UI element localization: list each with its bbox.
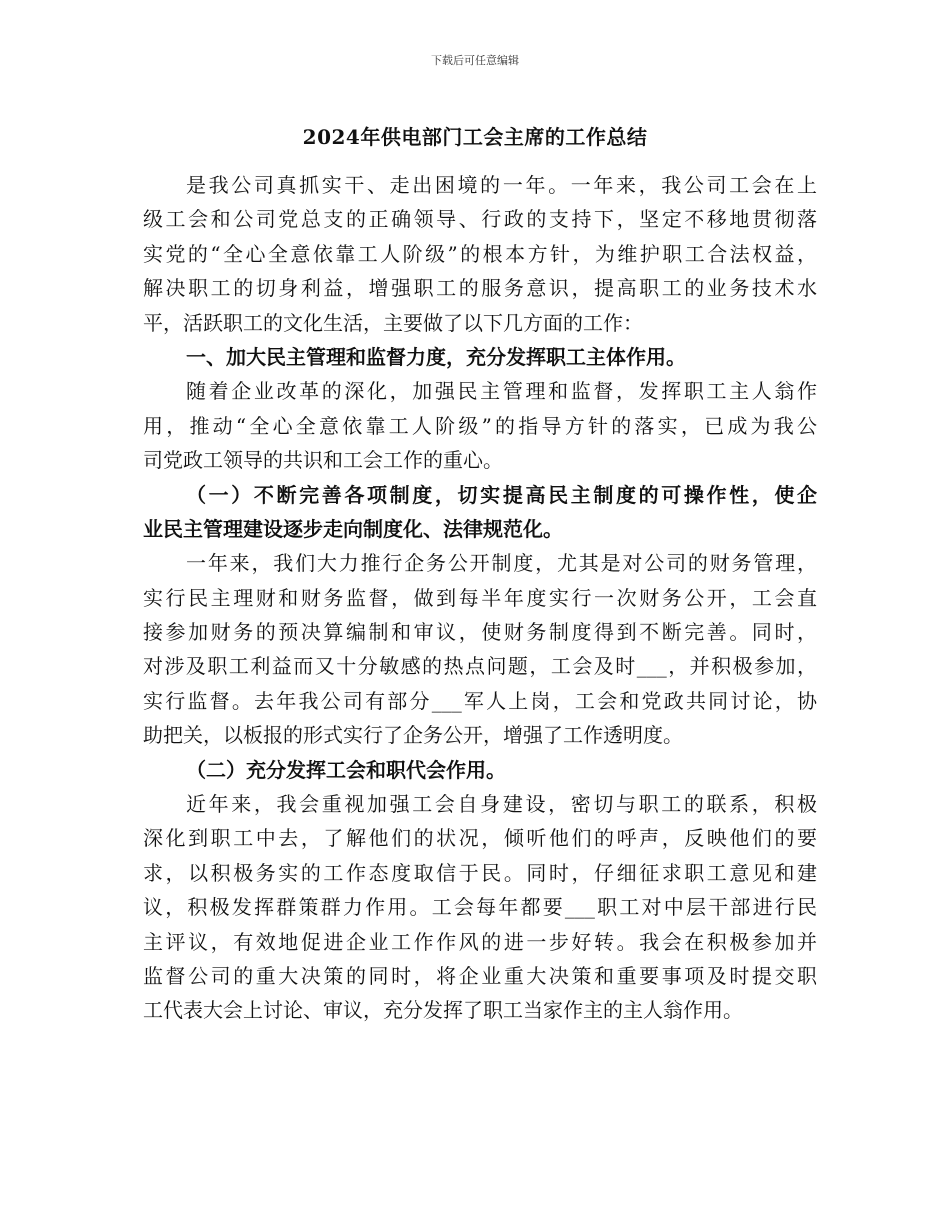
- section-heading: 一、加大民主管理和监督力度，充分发挥职工主体作用。: [186, 344, 686, 369]
- intro-line: 平，活跃职工的文化生活，主要做了以下几方面的工作：: [143, 310, 643, 335]
- paragraph-line: 实行民主理财和财务监督，做到每半年度实行一次财务公开，工会直: [143, 585, 817, 610]
- subsection-heading: （二）充分发挥工会和职代会作用。: [186, 757, 506, 782]
- header-note: 下载后可任意编辑: [431, 54, 519, 67]
- subsection-heading: （一）不断完善各项制度，切实提高民主制度的可操作性，使企: [186, 482, 817, 507]
- paragraph-line: 议，积极发挥群策群力作用。工会每年都要___职工对中层干部进行民: [143, 895, 817, 920]
- intro-line: 级工会和公司党总支的正确领导、行政的支持下，坚定不移地贯彻落: [143, 207, 817, 232]
- paragraph-line: 接参加财务的预决算编制和审议，使财务制度得到不断完善。同时，: [143, 620, 817, 645]
- intro-line: 是我公司真抓实干、走出困境的一年。一年来，我公司工会在上: [186, 173, 817, 197]
- paragraph-line: 监督公司的重大决策的同时，将企业重大决策和重要事项及时提交职: [143, 963, 817, 988]
- paragraph-line: 用，推动“全心全意依靠工人阶级”的指导方针的落实，已成为我公: [143, 413, 817, 438]
- paragraph-line: 工代表大会上讨论、审议，充分发挥了职工当家作主的主人翁作用。: [143, 998, 743, 1023]
- intro-line: 实党的“全心全意依靠工人阶级”的根本方针，为维护职工合法权益，: [143, 241, 817, 266]
- paragraph-line: 一年来，我们大力推行企务公开制度，尤其是对公司的财务管理，: [186, 551, 817, 576]
- subsection-heading: 业民主管理建设逐步走向制度化、法律规范化。: [143, 516, 563, 541]
- document-title: 2024年供电部门工会主席的工作总结: [302, 125, 648, 149]
- paragraph-line: 近年来，我会重视加强工会自身建设，密切与职工的联系，积极: [186, 792, 817, 817]
- paragraph-line: 助把关，以板报的形式实行了企务公开，增强了工作透明度。: [143, 723, 683, 748]
- paragraph-line: 司党政工领导的共识和工会工作的重心。: [143, 448, 503, 473]
- paragraph-line: 对涉及职工利益而又十分敏感的热点问题，工会及时___，并积极参加，: [143, 654, 817, 679]
- document-body: [143, 168, 817, 1028]
- paragraph-line: 求，以积极务实的工作态度取信于民。同时，仔细征求职工意见和建: [143, 860, 817, 885]
- paragraph-line: 随着企业改革的深化，加强民主管理和监督，发挥职工主人翁作: [186, 379, 817, 404]
- paragraph-line: 主评议，有效地促进企业工作作风的进一步好转。我会在积极参加并: [143, 929, 817, 954]
- paragraph-line: 实行监督。去年我公司有部分___军人上岗，工会和党政共同讨论，协: [143, 688, 817, 713]
- paragraph-line: 深化到职工中去，了解他们的状况，倾听他们的呼声，反映他们的要: [143, 826, 817, 851]
- intro-line: 解决职工的切身利益，增强职工的服务意识，提高职工的业务技术水: [143, 276, 817, 301]
